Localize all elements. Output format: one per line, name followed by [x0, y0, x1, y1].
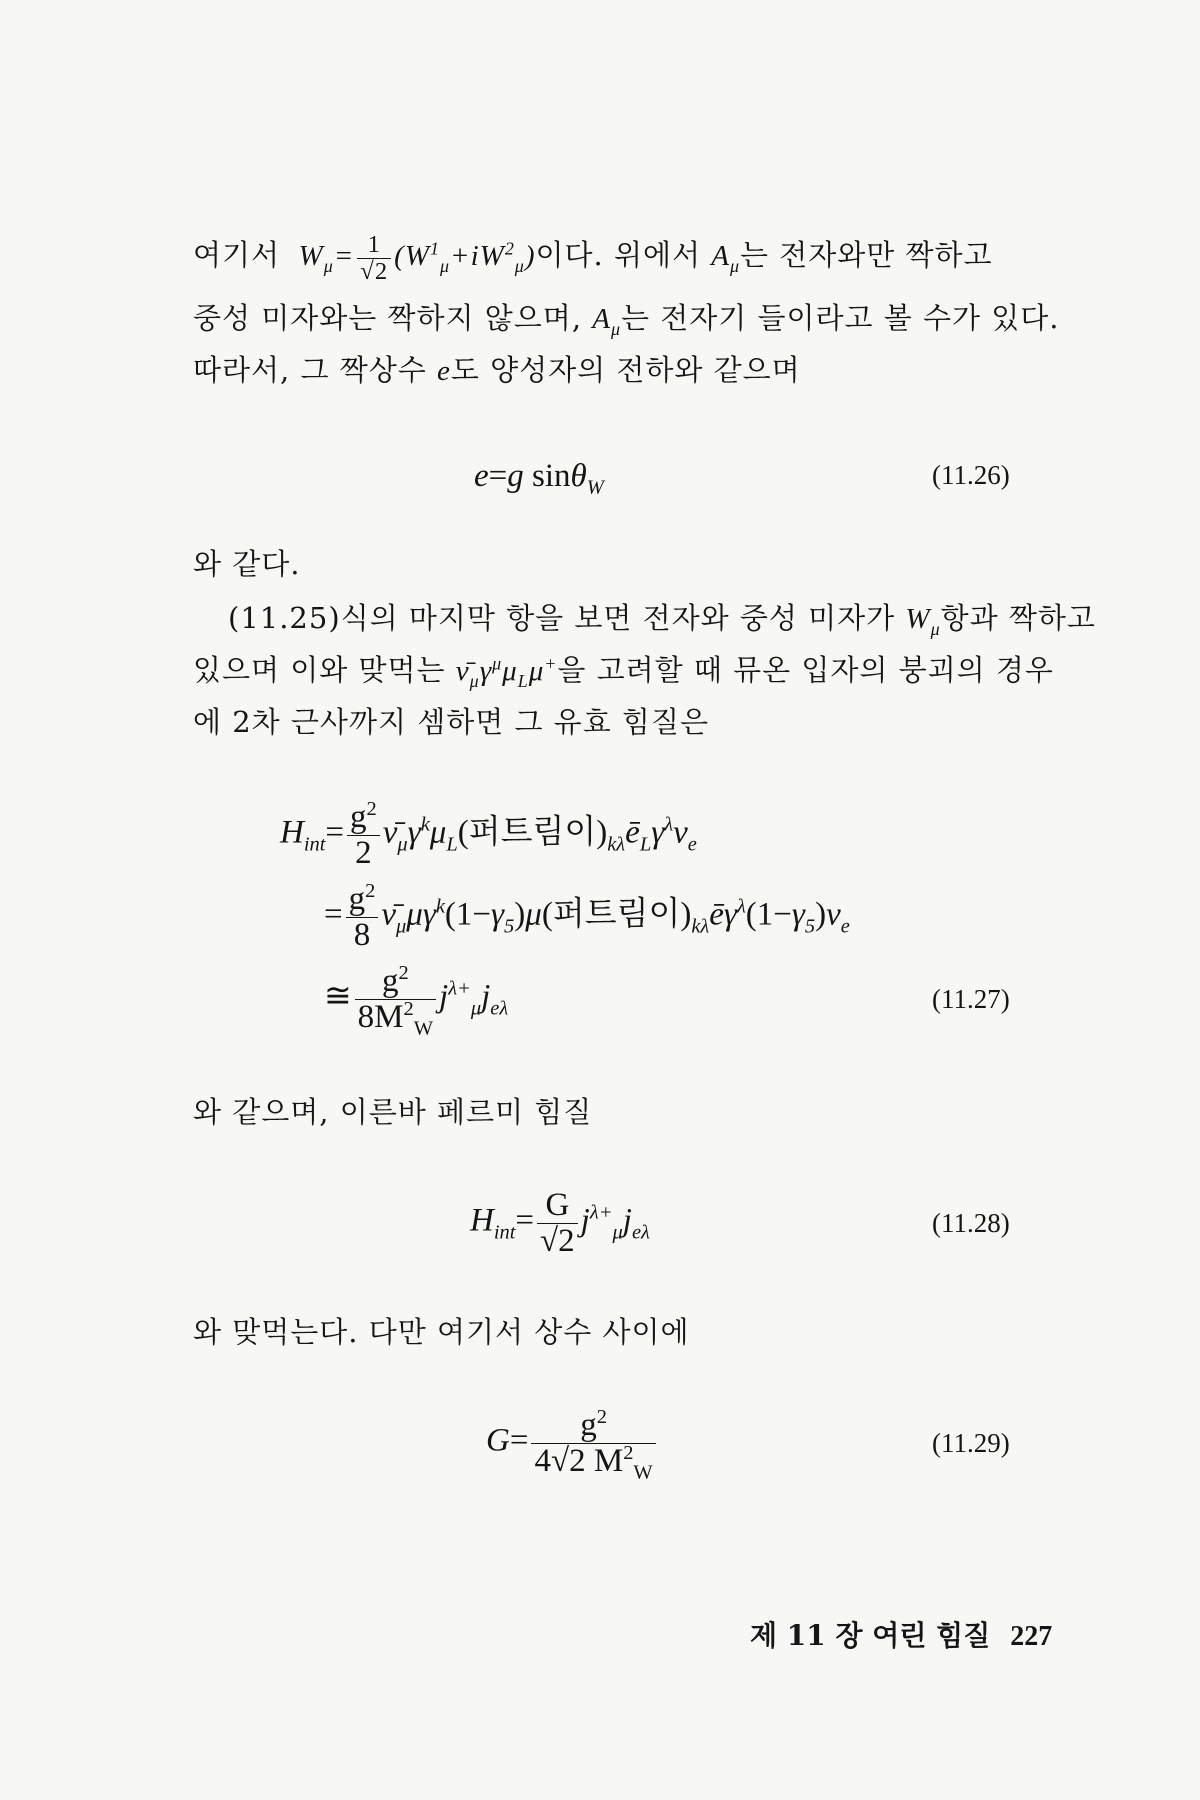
equation-11-29: G= $\frac{g^2}{4√2 M^2_W}$ — [486, 1408, 659, 1478]
text-l3b: 도 양성자의 전하와 같으며 — [450, 353, 801, 387]
paragraph-line-8 — [193, 1095, 1033, 1129]
equation-number-11-28: (11.28) — [932, 1208, 1010, 1238]
text-l2b: 는 전자기 들이라고 볼 수가 있다. — [621, 301, 1060, 335]
equation-11-28: $H_{int}=$ $\frac{G}{√2}$ $j^{\lambda+}_\mu j_{e\lambda}$ — [470, 1187, 650, 1259]
symbol-e: e — [436, 355, 451, 387]
equation-number-11-29: (11.29) — [932, 1428, 1010, 1458]
equation-11-27-line-3: ≅ $\frac{g^2}{8M^2_W}$ $j^{\lambda+}_\mu j_{e\lambda}$ — [324, 962, 509, 1040]
text-l6b: 을 고려할 때 뮤온 입자의 붕괴의 경우 — [557, 653, 1054, 687]
symbol-a-mu: $A_\mu$ — [711, 240, 740, 276]
text-l3a: 따라서, 그 짝상수 — [193, 353, 427, 387]
text-l1c: 는 전자와만 짝하고 — [739, 238, 993, 273]
paragraph-line-1 — [193, 232, 1033, 285]
text-l9: 와 맞먹는다. 다만 여기서 상수 사이에 — [193, 1315, 690, 1349]
text-l2a: 중성 미자와는 짝하지 않으며, — [193, 301, 583, 335]
paragraph-line-5 — [228, 601, 1096, 639]
paragraph-line-4 — [193, 547, 1033, 581]
text-l5b: 항과 짝하고 — [940, 601, 1096, 635]
symbol-a-mu-2: $A_\mu$ — [592, 303, 622, 339]
chapter-title: 제 11 장 여린 힘질 — [750, 1619, 991, 1652]
page-number: 227 — [1010, 1621, 1053, 1652]
text-l4: 와 같다. — [193, 547, 301, 581]
formula-muon-current: $\nū_\mu\gamma^\mu\mu_L\mu^+$ — [455, 653, 558, 691]
text-l7: 에 2차 근사까지 셈하면 그 유효 힘질은 — [193, 705, 709, 739]
paragraph-line-7 — [193, 705, 1033, 739]
equation-11-27-line-1: $H_{int}=$ $\frac{g^2}{2}$ $\nū_\mu\gamma^k\mu_L$(퍼트림이)$_{k\lambda}ē_L\gamma^\lambda\nu_e$ — [280, 798, 697, 871]
paren-korean-1: (퍼트림이) — [457, 814, 608, 851]
equation-number-11-27: (11.27) — [932, 984, 1010, 1014]
formula-w-mu: $W_\mu=$ $\frac{1}{√2}$ $(W^1_\mu+iW^2_\mu)$ — [290, 231, 536, 285]
paren-korean-2: (퍼트림이) — [541, 896, 692, 933]
text-l6a: 있으며 이와 맞먹는 — [193, 653, 446, 687]
equation-11-27-line-2: = $\frac{g^2}{8}$ $\nū_\mu\mu\gamma^k(1-\gamma_5)\mu$(퍼트림이)$_{k\lambda}ē\gamma^\lambda(1-\gamma_5)\nu_e$ — [324, 880, 850, 953]
text-l8: 와 같으며, 이른바 페르미 힘질 — [193, 1095, 593, 1129]
page-footer — [750, 1614, 1052, 1654]
text-l1a: 여기서 — [193, 238, 281, 273]
paragraph-line-9 — [193, 1315, 1033, 1349]
equation-11-26: e=g sinθ$_W$ — [474, 458, 604, 499]
symbol-w-mu: $W_\mu$ — [905, 603, 941, 639]
paragraph-line-3 — [193, 353, 1033, 387]
text-l1b: 이다. 위에서 — [535, 238, 702, 273]
equation-number-11-26: (11.26) — [932, 460, 1010, 490]
paragraph-line-6 — [193, 653, 1054, 691]
text-l5a: (11.25)식의 마지막 항을 보면 전자와 중성 미자가 — [228, 601, 896, 635]
paragraph-line-2 — [193, 301, 1060, 339]
